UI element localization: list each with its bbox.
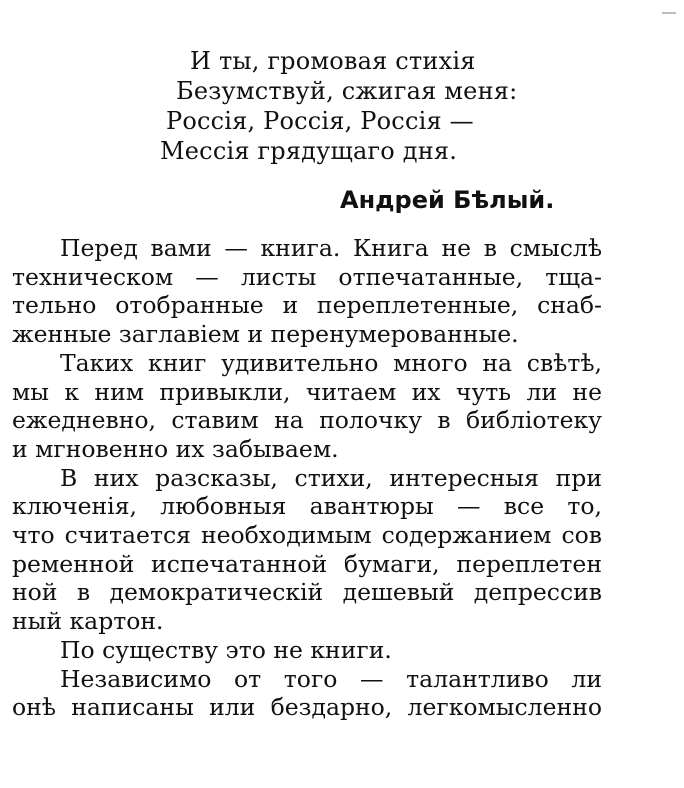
epigraph-author: Андрей Бѣлый.: [340, 186, 555, 214]
body-text: [12, 234, 602, 722]
text-line: и мгновенно их забываем.: [12, 434, 339, 463]
text-line: мы к ним привыкли, читаем их чуть ли не: [12, 377, 602, 406]
text-line: Независимо от того — талантливо ли: [60, 664, 602, 693]
epigraph-line: И ты, громовая стихія: [190, 47, 476, 75]
epigraph-line: Безумствуй, сжигая меня:: [176, 77, 518, 105]
epigraph: [150, 46, 550, 166]
text-line: По существу это не книги.: [60, 635, 392, 664]
text-line: Перед вами — книга. Книга не в смыслѣ: [60, 234, 602, 262]
text-line: женные заглавіем и перенумерованные.: [12, 320, 519, 349]
text-line: В них разсказы, стихи, интересныя при: [60, 463, 602, 492]
text-line: Таких книг удивительно много на свѣтѣ,: [60, 348, 602, 377]
epigraph-line: Мессія грядущаго дня.: [160, 137, 458, 165]
text-line: техническом — листы отпечатанные, тща-: [12, 262, 602, 291]
epigraph-line: Россія, Россія, Россія —: [166, 107, 474, 135]
text-line: ежедневно, ставим на полочку в библіотеку: [12, 406, 602, 435]
text-line: ной в демократическій дешевый депрессив: [12, 578, 602, 607]
text-line: ный картон.: [12, 607, 164, 636]
text-line: онѣ написаны или бездарно, легкомысленно: [12, 693, 602, 722]
text-line: что считается необходимым содержанием сов: [12, 521, 602, 550]
text-line: ключенія, любовныя авантюры — все то,: [12, 492, 602, 521]
text-line: ременной испечатанной бумаги, переплетен: [12, 549, 602, 578]
scan-edge-mark: [662, 12, 676, 14]
text-line: тельно отобранные и переплетенные, снаб-: [12, 291, 602, 320]
